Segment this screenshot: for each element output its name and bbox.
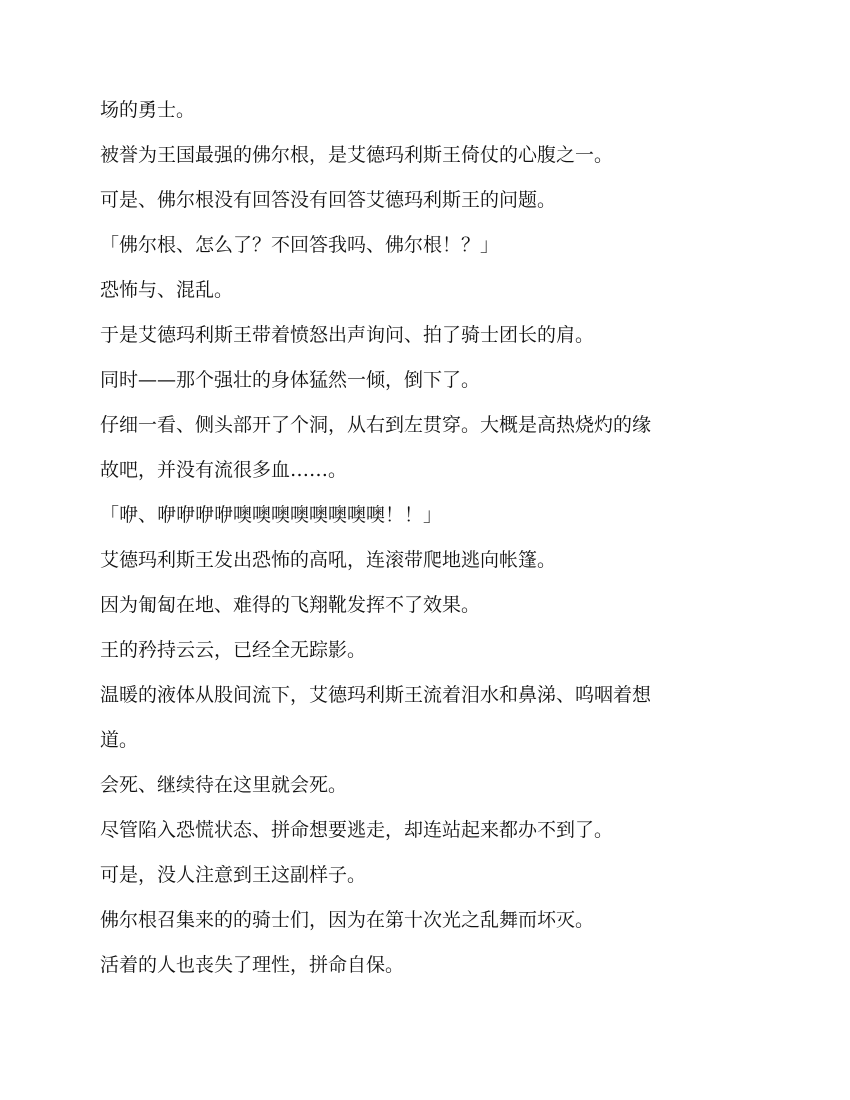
text-line: 「佛尔根、怎么了？不回答我吗、佛尔根！？」 xyxy=(100,234,500,256)
text-line: 恐怖与、混乱。 xyxy=(100,279,234,301)
text-line: 道。 xyxy=(100,729,139,751)
text-body xyxy=(100,88,740,988)
text-line: 场的勇士。 xyxy=(100,99,196,121)
text-line: 会死、继续待在这里就会死。 xyxy=(100,774,348,796)
text-line: 于是艾德玛利斯王带着愤怒出声询问、拍了骑士团长的肩。 xyxy=(100,324,595,346)
text-line: 「咿、咿咿咿咿噢噢噢噢噢噢噢噢！！」 xyxy=(100,504,443,526)
text-line: 尽管陷入恐慌状态、拼命想要逃走，却连站起来都办不到了。 xyxy=(100,819,614,841)
text-line: 温暖的液体从股间流下，艾德玛利斯王流着泪水和鼻涕、呜咽着想 xyxy=(100,684,652,706)
text-line: 故吧，并没有流很多血……。 xyxy=(100,459,348,481)
text-line: 活着的人也丧失了理性，拼命自保。 xyxy=(100,954,405,976)
text-line: 佛尔根召集来的的骑士们，因为在第十次光之乱舞而坏灭。 xyxy=(100,909,595,931)
text-line: 王的矜持云云，已经全无踪影。 xyxy=(100,639,367,661)
text-line: 同时——那个强壮的身体猛然一倾，倒下了。 xyxy=(100,369,481,391)
text-line: 因为匍匐在地、难得的飞翔靴发挥不了效果。 xyxy=(100,594,481,616)
text-line: 艾德玛利斯王发出恐怖的高吼，连滚带爬地逃向帐篷。 xyxy=(100,549,557,571)
text-line: 可是、佛尔根没有回答没有回答艾德玛利斯王的问题。 xyxy=(100,189,557,211)
text-line: 被誉为王国最强的佛尔根，是艾德玛利斯王倚仗的心腹之一。 xyxy=(100,144,614,166)
text-line: 可是，没人注意到王这副样子。 xyxy=(100,864,367,886)
text-line: 仔细一看、侧头部开了个洞，从右到左贯穿。大概是高热烧灼的缘 xyxy=(100,414,652,436)
